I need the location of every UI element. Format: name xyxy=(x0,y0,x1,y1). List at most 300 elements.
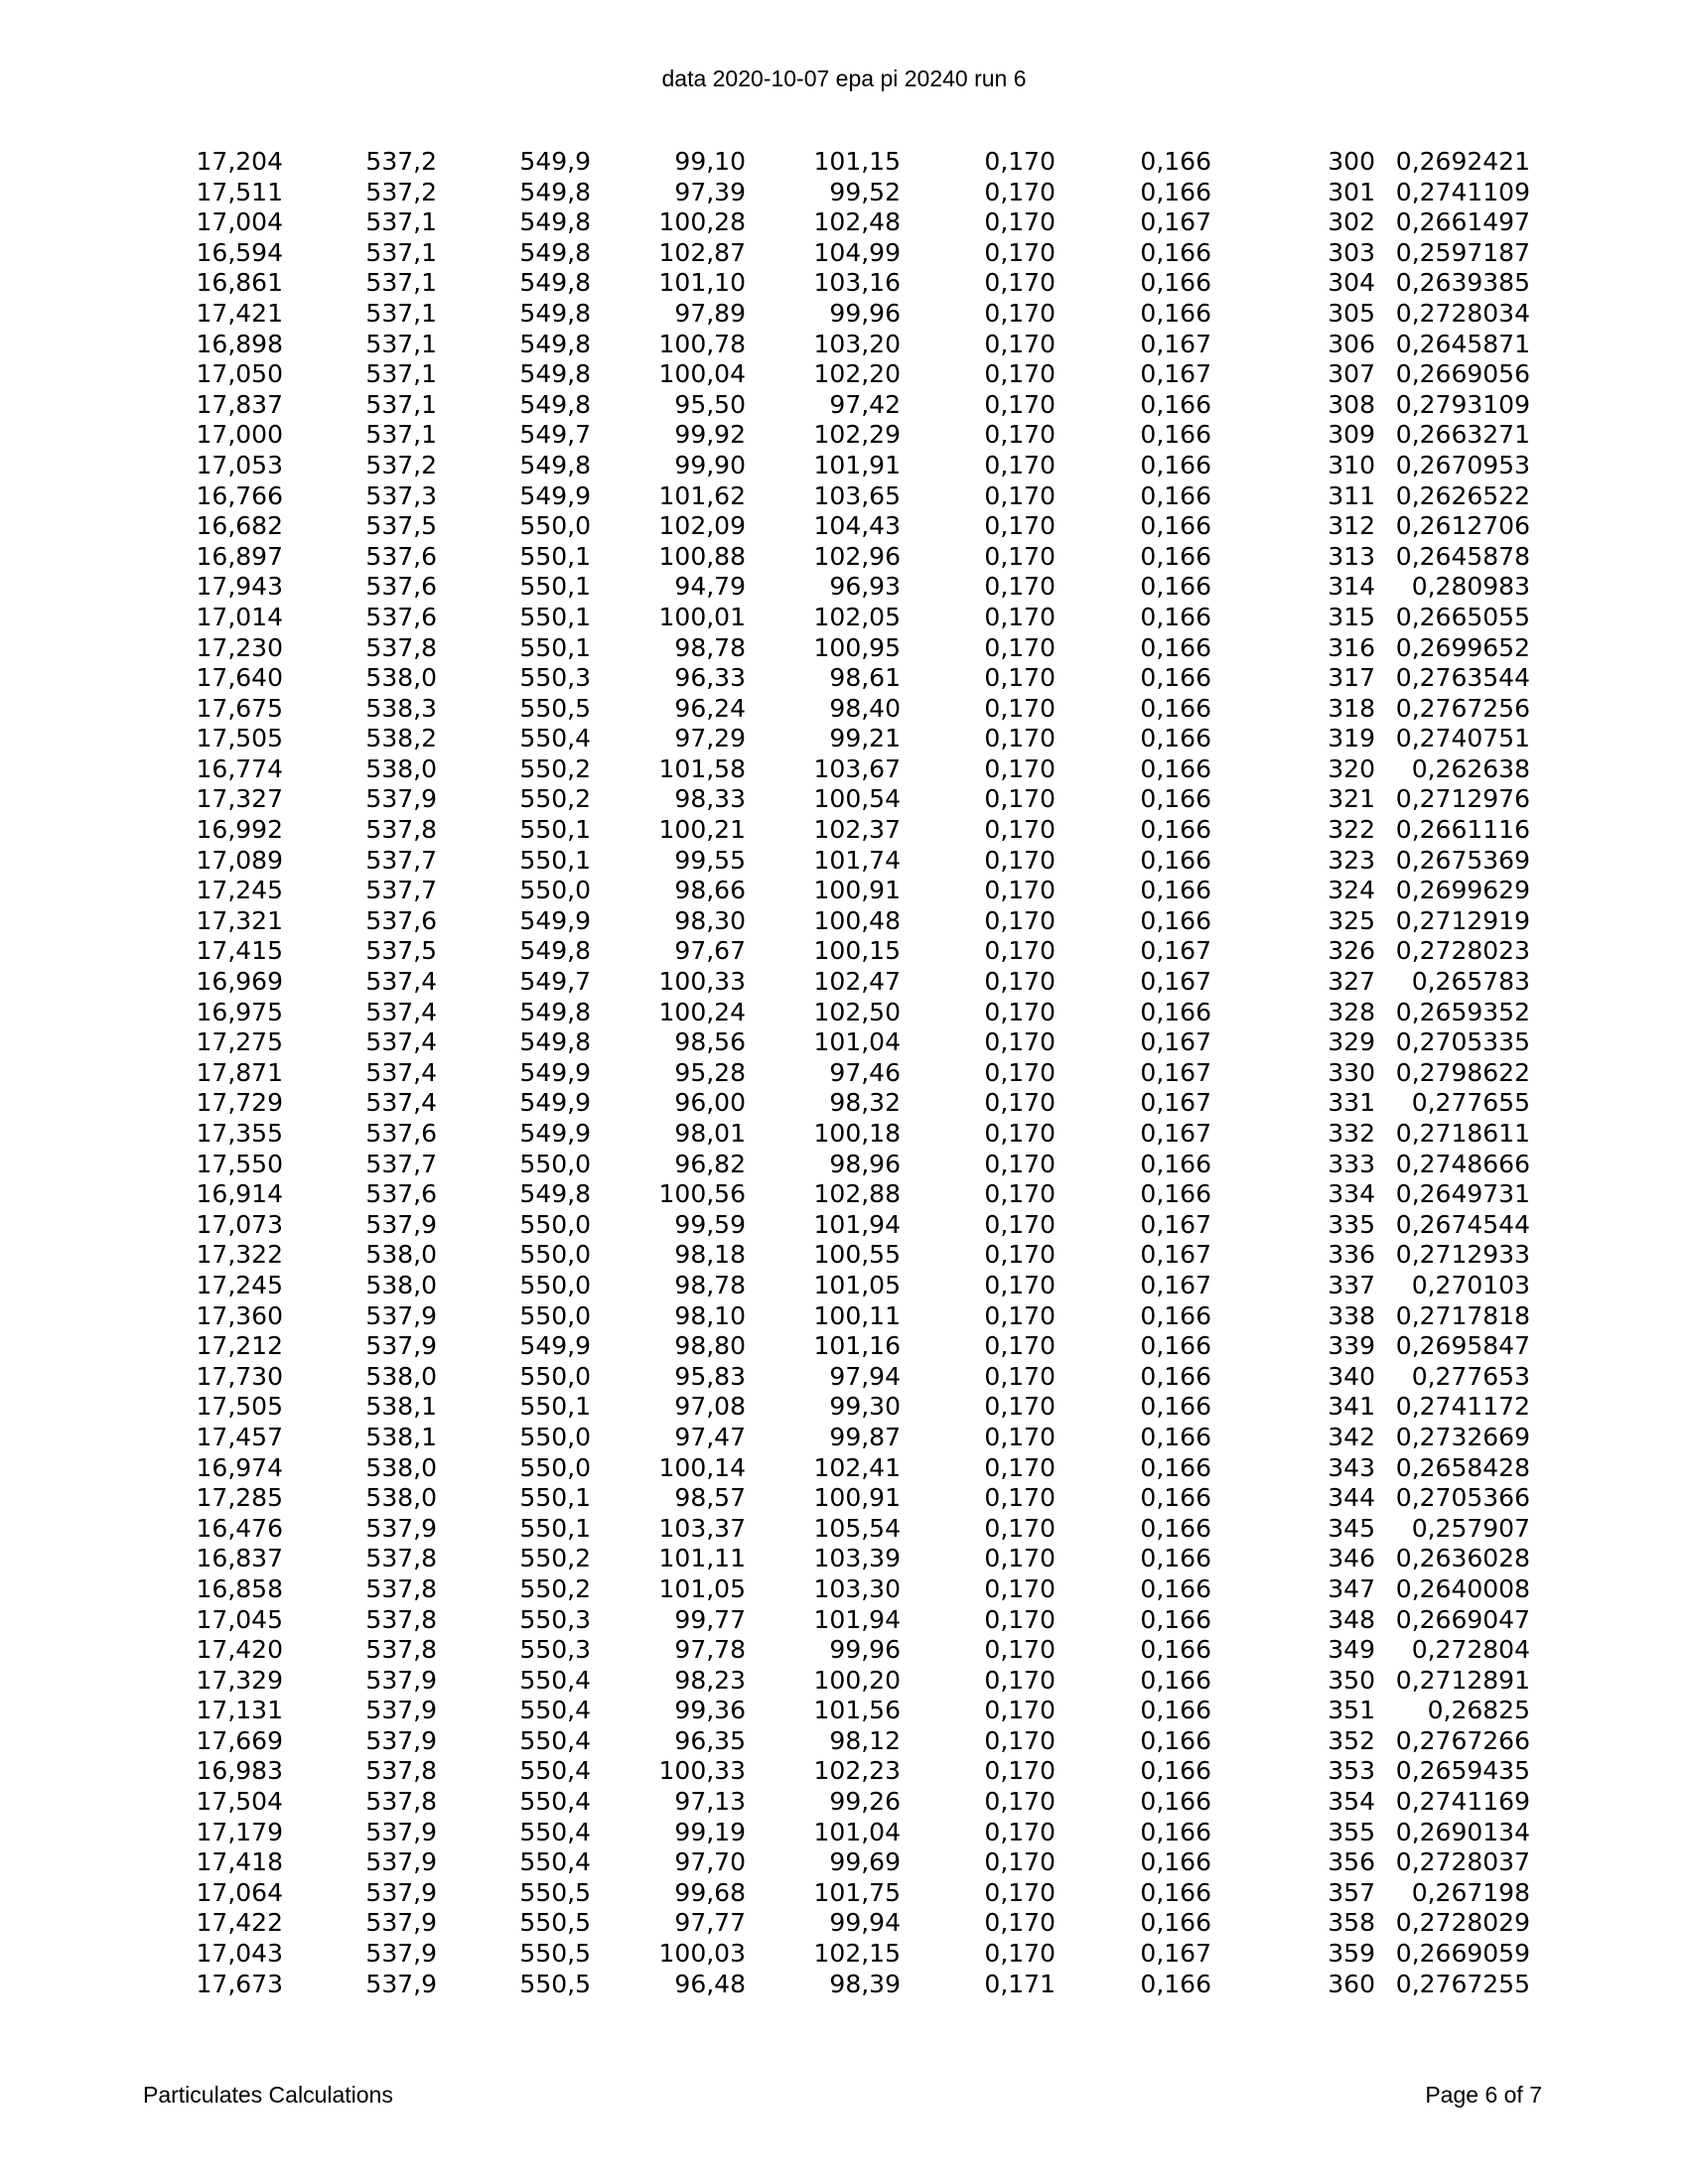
table-cell: 0,170 xyxy=(984,1908,1055,1938)
table-cell: 550,0 xyxy=(519,1240,591,1270)
table-cell: 537,6 xyxy=(365,905,437,935)
table-cell: 537,8 xyxy=(365,1787,437,1817)
table-cell: 0,170 xyxy=(984,1240,1055,1270)
table-cell: 350 xyxy=(1328,1665,1375,1695)
table-row xyxy=(149,603,1530,633)
table-cell: 337 xyxy=(1328,1270,1375,1299)
table-cell: 16,837 xyxy=(196,1544,283,1573)
table-cell: 0,170 xyxy=(984,268,1055,298)
table-cell: 102,09 xyxy=(658,511,746,541)
table-cell: 17,837 xyxy=(196,389,283,419)
table-row xyxy=(149,694,1530,725)
table-cell: 98,80 xyxy=(674,1331,746,1361)
table-cell: 0,2674544 xyxy=(1395,1209,1530,1239)
table-cell: 316 xyxy=(1328,632,1375,662)
table-cell: 0,170 xyxy=(984,1513,1055,1543)
table-cell: 0,2597187 xyxy=(1395,237,1530,267)
table-cell: 537,9 xyxy=(365,1696,437,1725)
table-cell: 100,21 xyxy=(658,815,746,845)
table-row xyxy=(149,178,1530,208)
table-cell: 344 xyxy=(1328,1483,1375,1513)
table-cell: 0,166 xyxy=(1140,420,1211,450)
table-cell: 335 xyxy=(1328,1209,1375,1239)
table-cell: 352 xyxy=(1328,1725,1375,1755)
table-cell: 549,9 xyxy=(519,147,591,176)
table-cell: 17,329 xyxy=(196,1665,283,1695)
table-row xyxy=(149,1666,1530,1697)
table-cell: 549,8 xyxy=(519,1179,591,1209)
table-cell: 99,52 xyxy=(829,177,901,206)
table-cell: 537,9 xyxy=(365,784,437,814)
table-cell: 550,0 xyxy=(519,1361,591,1391)
table-cell: 0,170 xyxy=(984,602,1055,631)
table-cell: 308 xyxy=(1328,389,1375,419)
table-cell: 550,1 xyxy=(519,632,591,662)
table-cell: 98,78 xyxy=(674,1270,746,1299)
table-cell: 550,2 xyxy=(519,1573,591,1603)
table-cell: 550,4 xyxy=(519,1756,591,1786)
table-cell: 537,9 xyxy=(365,1209,437,1239)
table-cell: 97,08 xyxy=(674,1392,746,1422)
table-cell: 0,2640008 xyxy=(1395,1573,1530,1603)
table-cell: 0,2626522 xyxy=(1395,480,1530,510)
table-cell: 99,69 xyxy=(829,1847,901,1877)
table-cell: 537,9 xyxy=(365,1817,437,1846)
table-cell: 17,179 xyxy=(196,1817,283,1846)
table-cell: 0,166 xyxy=(1140,997,1211,1026)
table-cell: 357 xyxy=(1328,1877,1375,1907)
table-cell: 16,594 xyxy=(196,237,283,267)
table-cell: 0,166 xyxy=(1140,724,1211,753)
table-cell: 98,66 xyxy=(674,876,746,905)
table-cell: 104,43 xyxy=(813,511,901,541)
table-cell: 102,20 xyxy=(813,359,901,389)
table-cell: 96,48 xyxy=(674,1969,746,1998)
table-cell: 550,0 xyxy=(519,1270,591,1299)
table-cell: 0,166 xyxy=(1140,1877,1211,1907)
table-cell: 0,166 xyxy=(1140,1483,1211,1513)
table-cell: 332 xyxy=(1328,1119,1375,1148)
table-cell: 549,7 xyxy=(519,420,591,450)
table-cell: 99,36 xyxy=(674,1696,746,1725)
table-cell: 100,91 xyxy=(813,1483,901,1513)
table-cell: 0,167 xyxy=(1140,936,1211,966)
table-cell: 550,1 xyxy=(519,541,591,571)
table-cell: 0,170 xyxy=(984,1452,1055,1482)
table-cell: 550,5 xyxy=(519,1969,591,1998)
table-cell: 0,2661116 xyxy=(1395,815,1530,845)
table-cell: 17,327 xyxy=(196,784,283,814)
table-row xyxy=(149,1392,1530,1423)
table-cell: 0,167 xyxy=(1140,1088,1211,1118)
table-cell: 549,8 xyxy=(519,1027,591,1057)
table-cell: 336 xyxy=(1328,1240,1375,1270)
table-cell: 537,1 xyxy=(365,359,437,389)
table-cell: 550,5 xyxy=(519,1908,591,1938)
table-cell: 0,170 xyxy=(984,845,1055,875)
table-cell: 331 xyxy=(1328,1088,1375,1118)
table-cell: 550,0 xyxy=(519,1452,591,1482)
table-cell: 0,170 xyxy=(984,1573,1055,1603)
table-cell: 0,167 xyxy=(1140,1270,1211,1299)
table-cell: 0,166 xyxy=(1140,632,1211,662)
table-row xyxy=(149,1514,1530,1545)
table-cell: 550,3 xyxy=(519,1604,591,1634)
table-row xyxy=(149,542,1530,573)
table-cell: 0,170 xyxy=(984,967,1055,997)
table-cell: 100,56 xyxy=(658,1179,746,1209)
table-cell: 102,87 xyxy=(658,237,746,267)
table-cell: 101,04 xyxy=(813,1817,901,1846)
table-cell: 0,167 xyxy=(1140,359,1211,389)
table-cell: 0,170 xyxy=(984,1361,1055,1391)
table-cell: 102,15 xyxy=(813,1939,901,1969)
table-cell: 0,170 xyxy=(984,1483,1055,1513)
table-cell: 0,170 xyxy=(984,724,1055,753)
table-cell: 101,05 xyxy=(658,1573,746,1603)
table-cell: 0,166 xyxy=(1140,1513,1211,1543)
table-cell: 0,2695847 xyxy=(1395,1331,1530,1361)
table-row xyxy=(149,1818,1530,1848)
table-cell: 550,4 xyxy=(519,1787,591,1817)
table-cell: 99,92 xyxy=(674,420,746,450)
table-cell: 17,043 xyxy=(196,1939,283,1969)
table-cell: 550,3 xyxy=(519,663,591,693)
table-cell: 101,62 xyxy=(658,480,746,510)
table-cell: 0,166 xyxy=(1140,541,1211,571)
table-cell: 538,0 xyxy=(365,753,437,783)
table-cell: 305 xyxy=(1328,298,1375,328)
table-cell: 550,4 xyxy=(519,724,591,753)
footer-page-number: Page 6 of 7 xyxy=(1425,2082,1542,2108)
table-cell: 345 xyxy=(1328,1513,1375,1543)
table-cell: 17,675 xyxy=(196,693,283,723)
table-cell: 17,321 xyxy=(196,905,283,935)
table-row xyxy=(149,1908,1530,1939)
table-cell: 0,2675369 xyxy=(1395,845,1530,875)
table-cell: 538,0 xyxy=(365,1270,437,1299)
table-cell: 17,421 xyxy=(196,298,283,328)
table-row xyxy=(149,1483,1530,1514)
table-cell: 550,1 xyxy=(519,845,591,875)
table-cell: 0,166 xyxy=(1140,572,1211,602)
table-cell: 549,8 xyxy=(519,359,591,389)
table-cell: 550,2 xyxy=(519,753,591,783)
table-cell: 0,170 xyxy=(984,1696,1055,1725)
table-cell: 0,166 xyxy=(1140,389,1211,419)
table-cell: 537,8 xyxy=(365,815,437,845)
table-cell: 0,2767255 xyxy=(1395,1969,1530,1998)
table-cell: 97,46 xyxy=(829,1057,901,1087)
table-cell: 0,2717818 xyxy=(1395,1300,1530,1330)
table-cell: 103,39 xyxy=(813,1544,901,1573)
table-cell: 17,422 xyxy=(196,1908,283,1938)
table-cell: 0,166 xyxy=(1140,1635,1211,1665)
table-cell: 17,230 xyxy=(196,632,283,662)
table-cell: 0,2636028 xyxy=(1395,1544,1530,1573)
table-row xyxy=(149,1301,1530,1332)
table-cell: 550,0 xyxy=(519,1209,591,1239)
table-cell: 17,275 xyxy=(196,1027,283,1057)
table-cell: 0,170 xyxy=(984,1939,1055,1969)
table-cell: 98,30 xyxy=(674,905,746,935)
table-cell: 97,39 xyxy=(674,177,746,206)
table-cell: 100,54 xyxy=(813,784,901,814)
table-cell: 537,4 xyxy=(365,997,437,1026)
table-cell: 537,1 xyxy=(365,420,437,450)
table-cell: 96,35 xyxy=(674,1725,746,1755)
table-cell: 0,167 xyxy=(1140,1209,1211,1239)
table-row xyxy=(149,1970,1530,2000)
table-cell: 0,170 xyxy=(984,1027,1055,1057)
table-cell: 329 xyxy=(1328,1027,1375,1057)
table-cell: 0,166 xyxy=(1140,1817,1211,1846)
table-cell: 0,166 xyxy=(1140,1573,1211,1603)
table-cell: 0,170 xyxy=(984,177,1055,206)
table-cell: 537,4 xyxy=(365,967,437,997)
table-cell: 17,000 xyxy=(196,420,283,450)
table-row xyxy=(149,876,1530,906)
table-cell: 0,166 xyxy=(1140,1725,1211,1755)
table-cell: 0,2699629 xyxy=(1395,876,1530,905)
table-cell: 538,0 xyxy=(365,663,437,693)
table-cell: 16,682 xyxy=(196,511,283,541)
table-cell: 0,2763544 xyxy=(1395,663,1530,693)
table-cell: 99,21 xyxy=(829,724,901,753)
table-cell: 0,166 xyxy=(1140,784,1211,814)
table-cell: 101,74 xyxy=(813,845,901,875)
table-cell: 351 xyxy=(1328,1696,1375,1725)
table-row xyxy=(149,1331,1530,1362)
table-cell: 98,23 xyxy=(674,1665,746,1695)
table-cell: 0,166 xyxy=(1140,905,1211,935)
table-cell: 326 xyxy=(1328,936,1375,966)
table-row xyxy=(149,359,1530,390)
table-cell: 16,476 xyxy=(196,1513,283,1543)
table-cell: 17,511 xyxy=(196,177,283,206)
table-cell: 315 xyxy=(1328,602,1375,631)
table-cell: 550,2 xyxy=(519,784,591,814)
table-cell: 549,8 xyxy=(519,177,591,206)
table-cell: 0,2798622 xyxy=(1395,1057,1530,1087)
table-cell: 102,88 xyxy=(813,1179,901,1209)
table-cell: 98,96 xyxy=(829,1149,901,1178)
table-cell: 97,42 xyxy=(829,389,901,419)
table-cell: 0,2728023 xyxy=(1395,936,1530,966)
table-cell: 312 xyxy=(1328,511,1375,541)
table-cell: 99,96 xyxy=(829,1635,901,1665)
table-cell: 0,170 xyxy=(984,876,1055,905)
table-cell: 100,33 xyxy=(658,1756,746,1786)
table-row xyxy=(149,451,1530,481)
table-cell: 550,4 xyxy=(519,1725,591,1755)
table-cell: 100,55 xyxy=(813,1240,901,1270)
table-cell: 102,05 xyxy=(813,602,901,631)
table-cell: 550,4 xyxy=(519,1696,591,1725)
table-cell: 99,10 xyxy=(674,147,746,176)
table-cell: 311 xyxy=(1328,480,1375,510)
table-cell: 0,170 xyxy=(984,1270,1055,1299)
table-cell: 0,166 xyxy=(1140,511,1211,541)
table-cell: 537,6 xyxy=(365,1119,437,1148)
table-cell: 537,4 xyxy=(365,1027,437,1057)
table-cell: 0,170 xyxy=(984,1179,1055,1209)
table-cell: 97,67 xyxy=(674,936,746,966)
table-cell: 0,170 xyxy=(984,1787,1055,1817)
table-cell: 0,270103 xyxy=(1411,1270,1530,1299)
table-cell: 100,11 xyxy=(813,1300,901,1330)
table-cell: 94,79 xyxy=(674,572,746,602)
table-cell: 0,2728029 xyxy=(1395,1908,1530,1938)
table-row xyxy=(149,906,1530,937)
table-cell: 537,8 xyxy=(365,1756,437,1786)
table-row xyxy=(149,1119,1530,1150)
table-cell: 0,167 xyxy=(1140,1939,1211,1969)
table-cell: 538,0 xyxy=(365,1452,437,1482)
table-cell: 17,245 xyxy=(196,1270,283,1299)
table-cell: 549,8 xyxy=(519,936,591,966)
table-cell: 358 xyxy=(1328,1908,1375,1938)
table-cell: 359 xyxy=(1328,1939,1375,1969)
table-cell: 537,9 xyxy=(365,1300,437,1330)
table-cell: 101,94 xyxy=(813,1209,901,1239)
table-cell: 98,01 xyxy=(674,1119,746,1148)
table-cell: 100,03 xyxy=(658,1939,746,1969)
table-cell: 549,8 xyxy=(519,298,591,328)
table-cell: 537,1 xyxy=(365,207,437,237)
table-cell: 17,053 xyxy=(196,450,283,479)
table-cell: 100,95 xyxy=(813,632,901,662)
table-cell: 550,1 xyxy=(519,1483,591,1513)
table-cell: 0,167 xyxy=(1140,329,1211,358)
table-cell: 17,729 xyxy=(196,1088,283,1118)
table-cell: 0,167 xyxy=(1140,207,1211,237)
table-cell: 0,166 xyxy=(1140,1149,1211,1178)
table-cell: 327 xyxy=(1328,967,1375,997)
table-cell: 537,8 xyxy=(365,632,437,662)
table-row xyxy=(149,815,1530,846)
table-cell: 0,2658428 xyxy=(1395,1452,1530,1482)
table-cell: 537,6 xyxy=(365,541,437,571)
table-cell: 17,504 xyxy=(196,1787,283,1817)
table-cell: 99,90 xyxy=(674,450,746,479)
table-cell: 0,166 xyxy=(1140,1300,1211,1330)
table-cell: 0,2612706 xyxy=(1395,511,1530,541)
data-table xyxy=(149,147,1530,1999)
table-cell: 17,730 xyxy=(196,1361,283,1391)
table-cell: 0,170 xyxy=(984,784,1055,814)
table-cell: 0,170 xyxy=(984,1877,1055,1907)
table-cell: 16,858 xyxy=(196,1573,283,1603)
table-cell: 0,2705366 xyxy=(1395,1483,1530,1513)
table-cell: 301 xyxy=(1328,177,1375,206)
table-cell: 0,2741109 xyxy=(1395,177,1530,206)
table-row xyxy=(149,1362,1530,1393)
table-cell: 0,166 xyxy=(1140,268,1211,298)
table-cell: 99,77 xyxy=(674,1604,746,1634)
table-cell: 0,170 xyxy=(984,1392,1055,1422)
table-cell: 537,9 xyxy=(365,1513,437,1543)
table-cell: 549,8 xyxy=(519,237,591,267)
table-cell: 549,9 xyxy=(519,1119,591,1148)
table-cell: 0,2649731 xyxy=(1395,1179,1530,1209)
table-cell: 0,2740751 xyxy=(1395,724,1530,753)
table-cell: 101,58 xyxy=(658,753,746,783)
table-cell: 550,0 xyxy=(519,1149,591,1178)
table-cell: 0,2741169 xyxy=(1395,1787,1530,1817)
table-cell: 95,83 xyxy=(674,1361,746,1391)
table-row xyxy=(149,238,1530,269)
table-cell: 550,5 xyxy=(519,1939,591,1969)
table-cell: 549,8 xyxy=(519,389,591,419)
table-cell: 17,943 xyxy=(196,572,283,602)
table-cell: 537,9 xyxy=(365,1908,437,1938)
table-cell: 0,170 xyxy=(984,1119,1055,1148)
table-cell: 0,2699652 xyxy=(1395,632,1530,662)
table-cell: 101,16 xyxy=(813,1331,901,1361)
table-row xyxy=(149,1726,1530,1757)
table-row xyxy=(149,754,1530,785)
table-cell: 17,204 xyxy=(196,147,283,176)
table-cell: 0,166 xyxy=(1140,1604,1211,1634)
table-row xyxy=(149,1696,1530,1726)
table-cell: 100,18 xyxy=(813,1119,901,1148)
table-cell: 0,166 xyxy=(1140,845,1211,875)
table-cell: 348 xyxy=(1328,1604,1375,1634)
table-cell: 97,89 xyxy=(674,298,746,328)
table-cell: 0,166 xyxy=(1140,693,1211,723)
table-cell: 0,2712919 xyxy=(1395,905,1530,935)
table-cell: 0,170 xyxy=(984,1635,1055,1665)
table-cell: 0,166 xyxy=(1140,298,1211,328)
table-cell: 0,167 xyxy=(1140,1240,1211,1270)
table-cell: 0,2767266 xyxy=(1395,1725,1530,1755)
table-cell: 537,7 xyxy=(365,1149,437,1178)
table-cell: 16,975 xyxy=(196,997,283,1026)
table-cell: 0,2670953 xyxy=(1395,450,1530,479)
table-cell: 0,166 xyxy=(1140,753,1211,783)
table-cell: 16,914 xyxy=(196,1179,283,1209)
table-cell: 99,19 xyxy=(674,1817,746,1846)
table-cell: 0,166 xyxy=(1140,1787,1211,1817)
table-cell: 96,33 xyxy=(674,663,746,693)
table-cell: 0,170 xyxy=(984,329,1055,358)
table-cell: 317 xyxy=(1328,663,1375,693)
table-row xyxy=(149,1574,1530,1605)
table-cell: 325 xyxy=(1328,905,1375,935)
table-cell: 98,39 xyxy=(829,1969,901,1998)
table-cell: 101,75 xyxy=(813,1877,901,1907)
table-cell: 103,37 xyxy=(658,1513,746,1543)
table-cell: 341 xyxy=(1328,1392,1375,1422)
table-cell: 302 xyxy=(1328,207,1375,237)
table-cell: 17,322 xyxy=(196,1240,283,1270)
table-cell: 537,9 xyxy=(365,1969,437,1998)
table-cell: 98,12 xyxy=(829,1725,901,1755)
table-cell: 537,1 xyxy=(365,268,437,298)
table-cell: 16,774 xyxy=(196,753,283,783)
table-cell: 549,9 xyxy=(519,1057,591,1087)
table-cell: 0,170 xyxy=(984,511,1055,541)
table-cell: 306 xyxy=(1328,329,1375,358)
table-row xyxy=(149,1027,1530,1058)
table-cell: 550,0 xyxy=(519,1300,591,1330)
table-cell: 342 xyxy=(1328,1422,1375,1451)
table-cell: 0,170 xyxy=(984,450,1055,479)
table-cell: 537,3 xyxy=(365,480,437,510)
table-cell: 96,93 xyxy=(829,572,901,602)
table-cell: 0,170 xyxy=(984,207,1055,237)
